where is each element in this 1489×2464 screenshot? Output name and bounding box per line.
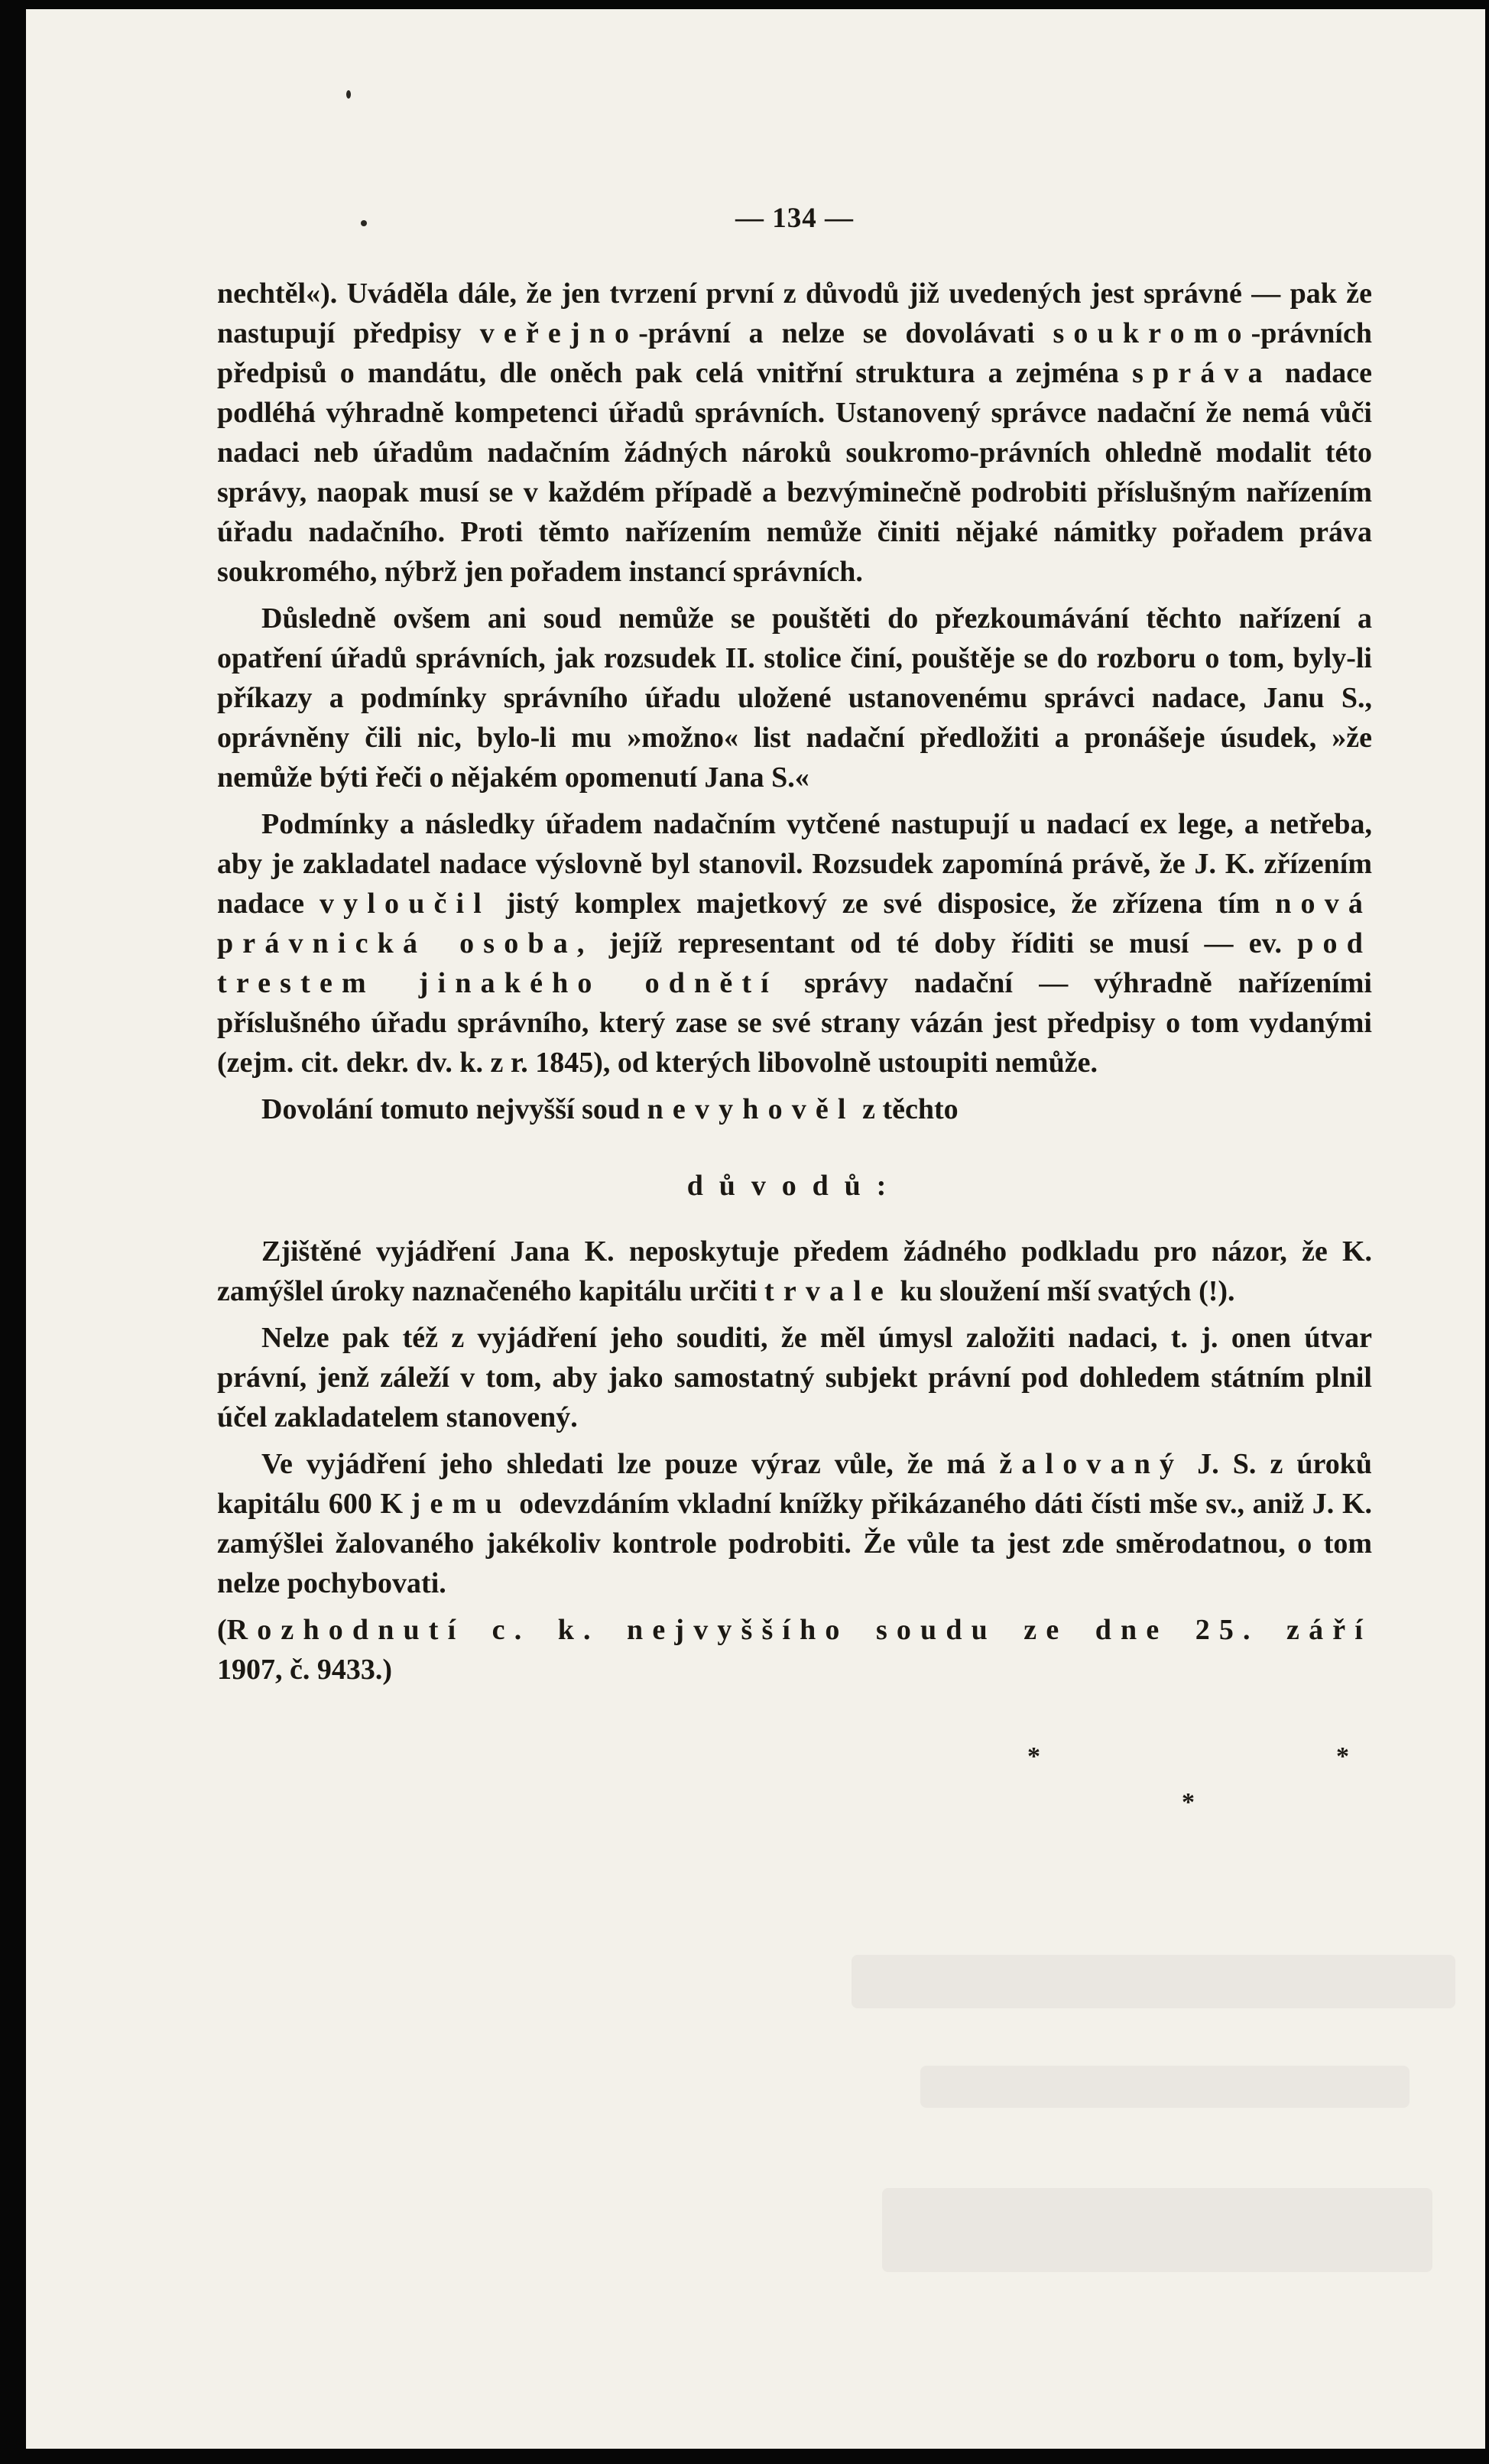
text-run: jejíž representant od té doby říditi se musí — ev. bbox=[593, 927, 1298, 959]
asterisk: * bbox=[1336, 1742, 1349, 1771]
text-run: nechtěl«). Uváděla dále, že jen tvrzení první z důvodů již uvedených jest správné — pak že nastupují předpisy bbox=[217, 278, 1372, 349]
text-run: Důsledně ovšem ani soud nemůže se pouštěti do přezkoumávání těchto nařízení a opatření úřadů správních, jak rozsudek II. stolice činí, pouštěje se do rozboru o tom, byly-li příkazy a podmínky správního úřadu uložené ustanovenému správci nadace, Janu S., oprávněny čili nic, bylo-li mu »možno« list nadační předložiti a pronášeje úsudek, »že nemůže býti řeči o nějakém opomenutí Jana S.« bbox=[217, 602, 1372, 794]
scan-artifact bbox=[920, 2066, 1410, 2108]
scan-artifact bbox=[882, 2188, 1432, 2272]
text-run: ku sloužení mší svatých (!). bbox=[892, 1275, 1235, 1307]
text-run: Ve vyjádření jeho shledati lze pouze výraz vůle, že má bbox=[261, 1448, 1000, 1480]
text-run: Dovolání tomuto nejvyšší soud bbox=[261, 1093, 647, 1125]
paragraph-8 bbox=[217, 1610, 1372, 1690]
text-run: jemu bbox=[410, 1488, 511, 1520]
text-run: -právních předpisů o mandátu, dle oněch pak celá vnitřní struktura a zejména bbox=[217, 317, 1372, 389]
asterism bbox=[217, 1737, 1372, 1844]
text-run: Rozhodnutí c. k. nejvyššího soudu ze dne 25. září bbox=[226, 1614, 1372, 1646]
text-run: nová právnická osoba, bbox=[217, 888, 1373, 959]
asterisk: * bbox=[1182, 1788, 1195, 1816]
paragraph-4 bbox=[217, 1089, 1372, 1129]
paragraph-5 bbox=[217, 1232, 1372, 1311]
text-run: nevyhověl bbox=[647, 1093, 855, 1125]
asterisk: * bbox=[1027, 1742, 1040, 1771]
paragraph-7 bbox=[217, 1444, 1372, 1603]
text-run: Zjištěné vyjádření Jana K. neposkytuje předem žádného podkladu pro názor, že K. zamýšlel úroky naznačeného kapitálu určiti bbox=[217, 1235, 1372, 1307]
text-run: Nelze pak též z vyjádření jeho souditi, že měl úmysl založiti nadaci, t. j. onen útvar právní, jenž záleží v tom, aby jako samostatný subjekt právní pod dohledem státním plnil účel zakladatelem stanovený. bbox=[217, 1322, 1372, 1433]
text-run: z těchto bbox=[855, 1093, 959, 1125]
scanned-page bbox=[26, 9, 1485, 2449]
text-run: správy nadační — výhradně nařízeními příslušného úřadu správního, který zase se své strany vázán jest předpisy o tom vydanými (zejm. cit. dekr. dv. k. z r. 1845), od kterých libovolně ustoupiti nemůže. bbox=[217, 967, 1372, 1079]
text-run: ( bbox=[217, 1614, 227, 1646]
text-run: žalovaný bbox=[999, 1448, 1184, 1480]
text-run: -právní a nelze se dovolávati bbox=[638, 317, 1053, 349]
paragraph-1 bbox=[217, 274, 1372, 592]
text-run: důvodů: bbox=[686, 1170, 903, 1202]
text-run: odevzdáním vkladní knížky přikázaného dáti čísti mše sv., aniž J. K. zamýšlei žalovaného jakékoliv kontrole podrobiti. Že vůle ta jest zde směrodatnou, o tom nelze pochybovati. bbox=[217, 1488, 1372, 1599]
text-run: 1907, č. 9433.) bbox=[217, 1654, 393, 1686]
text-run: soukromo bbox=[1053, 317, 1251, 349]
text-block bbox=[217, 274, 1372, 1690]
paragraph-6 bbox=[217, 1318, 1372, 1437]
text-run: veřejno bbox=[479, 317, 639, 349]
text-run: Podmínky a následky úřadem nadačním vytčené nastupují u nadací ex lege, a netřeba, aby je zakladatel nadace výslovně byl stanovil. Rozsudek zapomíná právě, že J. K. zřízením nadace bbox=[217, 808, 1372, 920]
scan-artifact bbox=[852, 1955, 1455, 2008]
text-run: nadace podléhá výhradně kompetenci úřadů správních. Ustanovený správce nadační že nemá vůči nadaci neb úřadům nadačním žádných nároků soukromo-právních ohledně modalit této správy, naopak musí se v každém případě a bezvýminečně podrobiti příslušným nařízením úřadu nadačního. Proti těmto nařízením nemůže činiti nějaké námitky pořadem práva soukromého, nýbrž jen pořadem instancí správních. bbox=[217, 357, 1372, 588]
page-number: — 134 — bbox=[735, 203, 854, 234]
text-run: vyloučil bbox=[320, 888, 491, 920]
page-content bbox=[26, 9, 1485, 1844]
paragraph-2 bbox=[217, 599, 1372, 797]
text-run: správa bbox=[1132, 357, 1272, 389]
heading-duvodu bbox=[217, 1166, 1372, 1206]
paragraph-3 bbox=[217, 804, 1372, 1083]
text-run: jistý komplex majetkový ze své disposice, že zřízena tím bbox=[490, 888, 1276, 920]
text-run: J. S. z úroků kapitálu 600 K bbox=[217, 1448, 1372, 1520]
text-run: pod trestem jinakého odnětí bbox=[217, 927, 1372, 999]
text-run: trvale bbox=[764, 1275, 893, 1307]
